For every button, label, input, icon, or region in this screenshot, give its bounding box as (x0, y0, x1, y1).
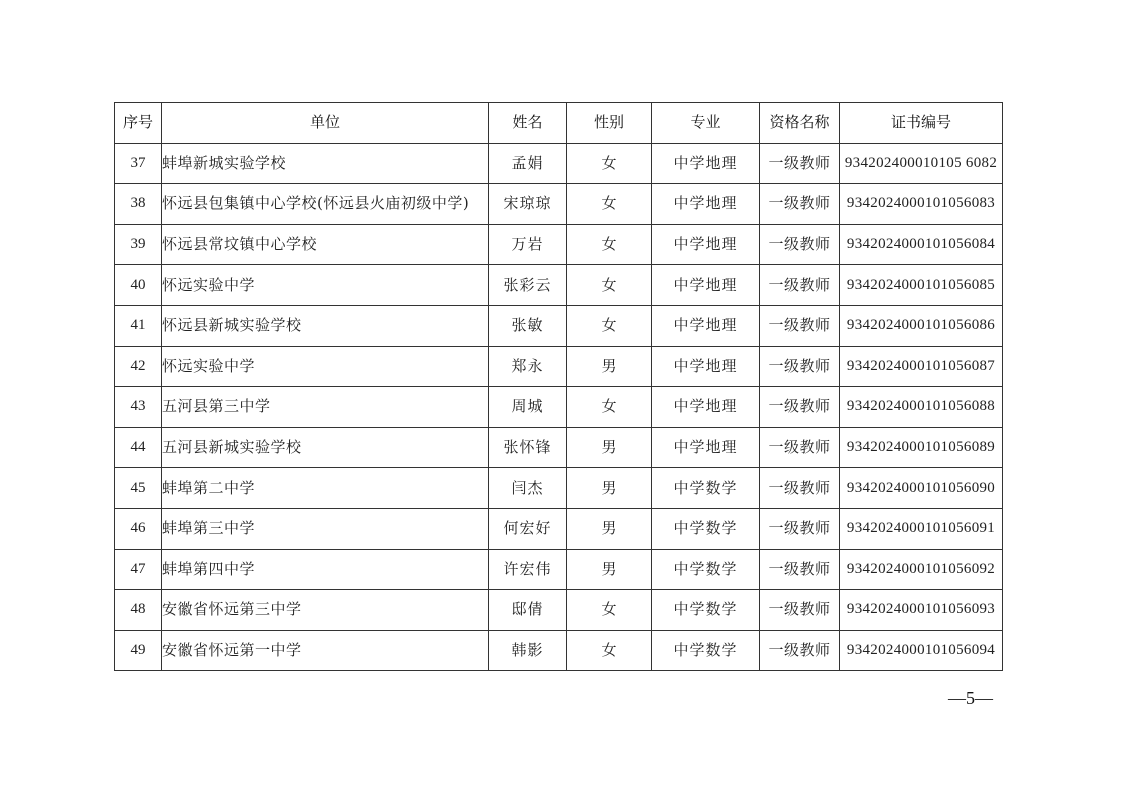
cell-no: 42 (115, 346, 162, 387)
cell-name: 闫杰 (489, 468, 567, 509)
cell-unit: 蚌埠第三中学 (162, 508, 489, 549)
cell-no: 46 (115, 508, 162, 549)
table-row (115, 427, 1003, 468)
cell-unit: 怀远县常坟镇中心学校 (162, 224, 489, 265)
cell-no: 49 (115, 630, 162, 671)
cell-name: 张怀锋 (489, 427, 567, 468)
table-row (115, 265, 1003, 306)
cell-major: 中学地理 (652, 224, 760, 265)
cell-name: 孟娟 (489, 143, 567, 184)
cell-unit: 安徽省怀远第一中学 (162, 630, 489, 671)
table-row (115, 387, 1003, 428)
cell-unit: 怀远县新城实验学校 (162, 305, 489, 346)
cell-major: 中学数学 (652, 508, 760, 549)
header-qualification: 资格名称 (760, 103, 840, 144)
cell-major: 中学地理 (652, 143, 760, 184)
cell-name: 邸倩 (489, 590, 567, 631)
cell-sex: 女 (567, 630, 652, 671)
cell-name: 周城 (489, 387, 567, 428)
cell-unit: 怀远实验中学 (162, 346, 489, 387)
cell-no: 44 (115, 427, 162, 468)
cell-sex: 男 (567, 468, 652, 509)
cell-qualification: 一级教师 (760, 508, 840, 549)
cell-major: 中学数学 (652, 590, 760, 631)
cell-unit: 蚌埠第四中学 (162, 549, 489, 590)
cell-certificate: 9342024000101056092 (840, 549, 1003, 590)
cell-certificate: 9342024000101056087 (840, 346, 1003, 387)
cell-sex: 女 (567, 224, 652, 265)
cell-unit: 怀远县包集镇中心学校(怀远县火庙初级中学) (162, 184, 489, 225)
table-row (115, 630, 1003, 671)
cell-no: 45 (115, 468, 162, 509)
cell-name: 万岩 (489, 224, 567, 265)
cell-certificate: 9342024000101056083 (840, 184, 1003, 225)
table-row (115, 549, 1003, 590)
table-row (115, 346, 1003, 387)
cell-qualification: 一级教师 (760, 549, 840, 590)
header-sex: 性别 (567, 103, 652, 144)
cell-unit: 蚌埠新城实验学校 (162, 143, 489, 184)
cell-unit: 五河县新城实验学校 (162, 427, 489, 468)
cell-qualification: 一级教师 (760, 184, 840, 225)
cell-qualification: 一级教师 (760, 346, 840, 387)
cell-name: 张敏 (489, 305, 567, 346)
cell-no: 40 (115, 265, 162, 306)
cell-no: 47 (115, 549, 162, 590)
table-row (115, 468, 1003, 509)
cell-unit: 五河县第三中学 (162, 387, 489, 428)
cell-sex: 男 (567, 508, 652, 549)
cell-no: 39 (115, 224, 162, 265)
table-row (115, 184, 1003, 225)
table-row (115, 143, 1003, 184)
cell-no: 41 (115, 305, 162, 346)
cell-no: 38 (115, 184, 162, 225)
table-row (115, 590, 1003, 631)
header-row (115, 103, 1003, 144)
cell-major: 中学地理 (652, 346, 760, 387)
cell-certificate: 9342024000101056085 (840, 265, 1003, 306)
cell-major: 中学数学 (652, 549, 760, 590)
header-certificate: 证书编号 (840, 103, 1003, 144)
cell-no: 43 (115, 387, 162, 428)
cell-no: 48 (115, 590, 162, 631)
cell-qualification: 一级教师 (760, 387, 840, 428)
cell-qualification: 一级教师 (760, 630, 840, 671)
cell-qualification: 一级教师 (760, 468, 840, 509)
cell-unit: 怀远实验中学 (162, 265, 489, 306)
cell-sex: 男 (567, 549, 652, 590)
cell-major: 中学地理 (652, 387, 760, 428)
cell-sex: 男 (567, 346, 652, 387)
cell-sex: 男 (567, 427, 652, 468)
cell-qualification: 一级教师 (760, 143, 840, 184)
table-row (115, 508, 1003, 549)
cell-major: 中学地理 (652, 427, 760, 468)
table-row (115, 224, 1003, 265)
cell-certificate: 9342024000101056090 (840, 468, 1003, 509)
cell-major: 中学地理 (652, 184, 760, 225)
cell-major: 中学数学 (652, 630, 760, 671)
cell-name: 韩影 (489, 630, 567, 671)
cell-sex: 女 (567, 143, 652, 184)
cell-name: 宋琼琼 (489, 184, 567, 225)
cell-qualification: 一级教师 (760, 590, 840, 631)
cell-unit: 安徽省怀远第三中学 (162, 590, 489, 631)
cell-sex: 女 (567, 184, 652, 225)
cell-sex: 女 (567, 305, 652, 346)
table-body (115, 143, 1003, 671)
cell-qualification: 一级教师 (760, 265, 840, 306)
cell-name: 张彩云 (489, 265, 567, 306)
cell-certificate: 9342024000101056088 (840, 387, 1003, 428)
cell-sex: 女 (567, 265, 652, 306)
cell-major: 中学地理 (652, 265, 760, 306)
cell-certificate: 9342024000101056089 (840, 427, 1003, 468)
table-header (115, 103, 1003, 144)
teacher-roster-table (114, 102, 1003, 671)
cell-name: 许宏伟 (489, 549, 567, 590)
cell-qualification: 一级教师 (760, 224, 840, 265)
cell-major: 中学地理 (652, 305, 760, 346)
header-major: 专业 (652, 103, 760, 144)
cell-qualification: 一级教师 (760, 427, 840, 468)
cell-certificate: 934202400010105 6082 (840, 143, 1003, 184)
page-number: —5— (948, 688, 993, 708)
cell-certificate: 9342024000101056091 (840, 508, 1003, 549)
table-row (115, 305, 1003, 346)
cell-sex: 女 (567, 590, 652, 631)
cell-sex: 女 (567, 387, 652, 428)
cell-certificate: 9342024000101056086 (840, 305, 1003, 346)
header-no: 序号 (115, 103, 162, 144)
cell-unit: 蚌埠第二中学 (162, 468, 489, 509)
cell-name: 何宏好 (489, 508, 567, 549)
cell-certificate: 9342024000101056094 (840, 630, 1003, 671)
cell-qualification: 一级教师 (760, 305, 840, 346)
header-unit: 单位 (162, 103, 489, 144)
cell-major: 中学数学 (652, 468, 760, 509)
cell-no: 37 (115, 143, 162, 184)
cell-name: 郑永 (489, 346, 567, 387)
header-name: 姓名 (489, 103, 567, 144)
cell-certificate: 9342024000101056084 (840, 224, 1003, 265)
cell-certificate: 9342024000101056093 (840, 590, 1003, 631)
